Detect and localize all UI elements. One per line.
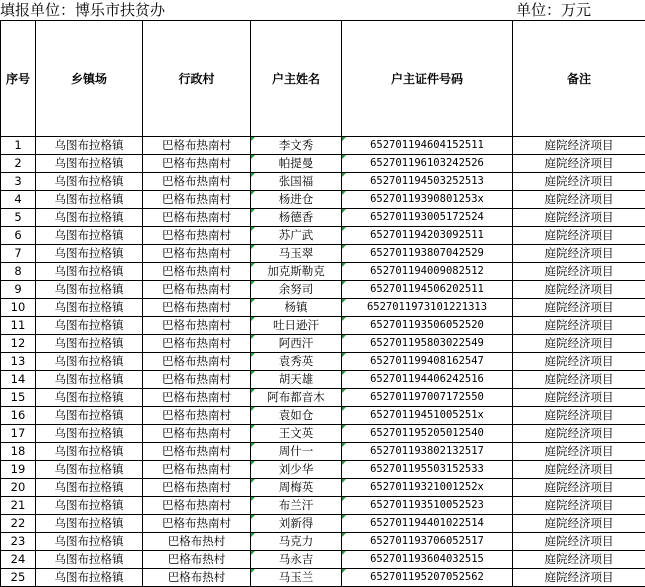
town-cell[interactable]: 乌图布拉格镇 [36,389,143,407]
column-header-id: 户主证件号码 [342,21,513,137]
village-cell[interactable]: 巴格布热村 [143,533,251,551]
town-cell[interactable]: 乌图布拉格镇 [36,191,143,209]
village-cell[interactable]: 巴格布热村 [143,569,251,587]
householder-name-cell[interactable]: 周什一 [251,443,342,461]
town-cell[interactable]: 乌图布拉格镇 [36,569,143,587]
row-number-cell[interactable]: 19 [1,461,36,479]
village-cell[interactable]: 巴格布热南村 [143,173,251,191]
id-number-cell[interactable]: 652701193506052520 [342,317,513,335]
id-number-cell[interactable]: 65270119451005251x [342,407,513,425]
town-cell[interactable]: 乌图布拉格镇 [36,443,143,461]
village-cell[interactable]: 巴格布热南村 [143,245,251,263]
table-row[interactable] [1,497,645,515]
row-number-cell[interactable]: 24 [1,551,36,569]
householder-name-cell[interactable]: 马永吉 [251,551,342,569]
note-cell[interactable]: 庭院经济项目 [513,425,645,443]
table-row[interactable] [1,479,645,497]
column-header-note: 备注 [513,21,645,137]
id-number-cell[interactable]: 652701194406242516 [342,371,513,389]
householder-name-cell[interactable]: 加克斯勒克 [251,263,342,281]
row-number-cell[interactable]: 3 [1,173,36,191]
village-cell[interactable]: 巴格布热南村 [143,155,251,173]
note-cell[interactable]: 庭院经济项目 [513,299,645,317]
table-row[interactable] [1,371,645,389]
householder-name-cell[interactable]: 帕提曼 [251,155,342,173]
householder-name-cell[interactable]: 杨进仓 [251,191,342,209]
town-cell[interactable]: 乌图布拉格镇 [36,551,143,569]
row-number-cell[interactable]: 10 [1,299,36,317]
row-number-cell[interactable]: 13 [1,353,36,371]
note-cell[interactable]: 庭院经济项目 [513,191,645,209]
table-row[interactable] [1,425,645,443]
village-cell[interactable]: 巴格布热南村 [143,515,251,533]
note-cell[interactable]: 庭院经济项目 [513,533,645,551]
table-header-row [1,21,645,137]
village-cell[interactable]: 巴格布热南村 [143,425,251,443]
id-number-cell[interactable]: 6527011973101221313 [342,299,513,317]
table-row[interactable] [1,137,645,155]
id-number-cell[interactable]: 652701194203092511 [342,227,513,245]
id-number-cell[interactable]: 652701195205012540 [342,425,513,443]
village-cell[interactable]: 巴格布热南村 [143,461,251,479]
village-cell[interactable]: 巴格布热南村 [143,191,251,209]
row-number-cell[interactable]: 9 [1,281,36,299]
table-row[interactable] [1,335,645,353]
town-cell[interactable]: 乌图布拉格镇 [36,173,143,191]
currency-unit: 单位：万元 [516,0,591,20]
row-number-cell[interactable]: 14 [1,371,36,389]
table-row[interactable] [1,155,645,173]
row-number-cell[interactable]: 8 [1,263,36,281]
note-cell[interactable]: 庭院经济项目 [513,137,645,155]
id-number-cell[interactable]: 652701193807042529 [342,245,513,263]
village-cell[interactable]: 巴格布热南村 [143,389,251,407]
note-cell[interactable]: 庭院经济项目 [513,497,645,515]
note-cell[interactable]: 庭院经济项目 [513,155,645,173]
id-number-cell[interactable]: 652701195207052562 [342,569,513,587]
householder-name-cell[interactable]: 马玉翠 [251,245,342,263]
town-cell[interactable]: 乌图布拉格镇 [36,263,143,281]
town-cell[interactable]: 乌图布拉格镇 [36,353,143,371]
note-cell[interactable]: 庭院经济项目 [513,317,645,335]
column-header-no: 序号 [1,21,36,137]
householder-name-cell[interactable]: 袁如仓 [251,407,342,425]
village-cell[interactable]: 巴格布热南村 [143,209,251,227]
village-cell[interactable]: 巴格布热南村 [143,317,251,335]
householder-name-cell[interactable]: 布兰汗 [251,497,342,515]
note-cell[interactable]: 庭院经济项目 [513,353,645,371]
householder-name-cell[interactable]: 阿布都音木 [251,389,342,407]
village-cell[interactable]: 巴格布热南村 [143,227,251,245]
id-number-cell[interactable]: 652701195803022549 [342,335,513,353]
town-cell[interactable]: 乌图布拉格镇 [36,137,143,155]
town-cell[interactable]: 乌图布拉格镇 [36,299,143,317]
table-row[interactable] [1,515,645,533]
table-row[interactable] [1,245,645,263]
householder-name-cell[interactable]: 苏广武 [251,227,342,245]
id-number-cell[interactable]: 652701194503252513 [342,173,513,191]
note-cell[interactable]: 庭院经济项目 [513,407,645,425]
village-cell[interactable]: 巴格布热南村 [143,335,251,353]
table-row[interactable] [1,317,645,335]
id-number-cell[interactable]: 652701197007172550 [342,389,513,407]
table-row[interactable] [1,191,645,209]
village-cell[interactable]: 巴格布热南村 [143,281,251,299]
town-cell[interactable]: 乌图布拉格镇 [36,533,143,551]
table-row[interactable] [1,263,645,281]
id-number-cell[interactable]: 652701193510052523 [342,497,513,515]
report-header [0,0,645,20]
row-number-cell[interactable]: 18 [1,443,36,461]
row-number-cell[interactable]: 25 [1,569,36,587]
row-number-cell[interactable]: 11 [1,317,36,335]
town-cell[interactable]: 乌图布拉格镇 [36,245,143,263]
id-number-cell[interactable]: 65270119321001252x [342,479,513,497]
note-cell[interactable]: 庭院经济项目 [513,371,645,389]
householder-name-cell[interactable]: 阿西汗 [251,335,342,353]
row-number-cell[interactable]: 15 [1,389,36,407]
householder-name-cell[interactable]: 余努司 [251,281,342,299]
householder-name-cell[interactable]: 刘新得 [251,515,342,533]
id-number-cell[interactable]: 652701195503152533 [342,461,513,479]
town-cell[interactable]: 乌图布拉格镇 [36,335,143,353]
beneficiary-table [0,20,645,587]
row-number-cell[interactable]: 17 [1,425,36,443]
village-cell[interactable]: 巴格布热南村 [143,371,251,389]
village-cell[interactable]: 巴格布热南村 [143,497,251,515]
town-cell[interactable]: 乌图布拉格镇 [36,497,143,515]
note-cell[interactable]: 庭院经济项目 [513,479,645,497]
id-number-cell[interactable]: 652701193706052517 [342,533,513,551]
householder-name-cell[interactable]: 吐日逊汗 [251,317,342,335]
town-cell[interactable]: 乌图布拉格镇 [36,227,143,245]
table-row[interactable] [1,551,645,569]
village-cell[interactable]: 巴格布热南村 [143,353,251,371]
row-number-cell[interactable]: 5 [1,209,36,227]
reporting-unit: 填报单位：博乐市扶贫办 [0,0,165,20]
village-cell[interactable]: 巴格布热南村 [143,137,251,155]
id-number-cell[interactable]: 652701194506202511 [342,281,513,299]
row-number-cell[interactable]: 2 [1,155,36,173]
id-number-cell[interactable]: 652701199408162547 [342,353,513,371]
table-row[interactable] [1,173,645,191]
id-number-cell[interactable]: 652701194401022514 [342,515,513,533]
village-cell[interactable]: 巴格布热南村 [143,263,251,281]
row-number-cell[interactable]: 6 [1,227,36,245]
village-cell[interactable]: 巴格布热南村 [143,479,251,497]
householder-name-cell[interactable]: 马玉兰 [251,569,342,587]
row-number-cell[interactable]: 16 [1,407,36,425]
village-cell[interactable]: 巴格布热南村 [143,443,251,461]
table-row[interactable] [1,389,645,407]
table-row[interactable] [1,227,645,245]
householder-name-cell[interactable]: 刘少华 [251,461,342,479]
householder-name-cell[interactable]: 马克力 [251,533,342,551]
table-row[interactable] [1,533,645,551]
village-cell[interactable]: 巴格布热南村 [143,299,251,317]
note-cell[interactable]: 庭院经济项目 [513,335,645,353]
id-number-cell[interactable]: 652701193604032515 [342,551,513,569]
town-cell[interactable]: 乌图布拉格镇 [36,209,143,227]
note-cell[interactable]: 庭院经济项目 [513,281,645,299]
table-row[interactable] [1,209,645,227]
householder-name-cell[interactable]: 杨镇 [251,299,342,317]
note-cell[interactable]: 庭院经济项目 [513,245,645,263]
table-row[interactable] [1,353,645,371]
id-number-cell[interactable]: 65270119390801253x [342,191,513,209]
row-number-cell[interactable]: 4 [1,191,36,209]
note-cell[interactable]: 庭院经济项目 [513,173,645,191]
town-cell[interactable]: 乌图布拉格镇 [36,479,143,497]
id-number-cell[interactable]: 652701193005172524 [342,209,513,227]
note-cell[interactable]: 庭院经济项目 [513,389,645,407]
town-cell[interactable]: 乌图布拉格镇 [36,281,143,299]
table-row[interactable] [1,407,645,425]
column-header-name: 户主姓名 [251,21,342,137]
table-row[interactable] [1,461,645,479]
table-row[interactable] [1,299,645,317]
town-cell[interactable]: 乌图布拉格镇 [36,407,143,425]
table-body [1,137,645,587]
householder-name-cell[interactable]: 杨德香 [251,209,342,227]
note-cell[interactable]: 庭院经济项目 [513,227,645,245]
table-row[interactable] [1,281,645,299]
note-cell[interactable]: 庭院经济项目 [513,551,645,569]
row-number-cell[interactable]: 7 [1,245,36,263]
householder-name-cell[interactable]: 胡天雄 [251,371,342,389]
row-number-cell[interactable]: 22 [1,515,36,533]
village-cell[interactable]: 巴格布热村 [143,551,251,569]
town-cell[interactable]: 乌图布拉格镇 [36,371,143,389]
id-number-cell[interactable]: 652701193802132517 [342,443,513,461]
id-number-cell[interactable]: 652701194009082512 [342,263,513,281]
row-number-cell[interactable]: 23 [1,533,36,551]
note-cell[interactable]: 庭院经济项目 [513,209,645,227]
table-row[interactable] [1,569,645,587]
row-number-cell[interactable]: 12 [1,335,36,353]
note-cell[interactable]: 庭院经济项目 [513,443,645,461]
householder-name-cell[interactable]: 王文英 [251,425,342,443]
column-header-village: 行政村 [143,21,251,137]
table-row[interactable] [1,443,645,461]
town-cell[interactable]: 乌图布拉格镇 [36,515,143,533]
householder-name-cell[interactable]: 周梅英 [251,479,342,497]
note-cell[interactable]: 庭院经济项目 [513,263,645,281]
id-number-cell[interactable]: 652701194604152511 [342,137,513,155]
id-number-cell[interactable]: 652701196103242526 [342,155,513,173]
row-number-cell[interactable]: 1 [1,137,36,155]
town-cell[interactable]: 乌图布拉格镇 [36,425,143,443]
householder-name-cell[interactable]: 张国福 [251,173,342,191]
town-cell[interactable]: 乌图布拉格镇 [36,317,143,335]
note-cell[interactable]: 庭院经济项目 [513,461,645,479]
town-cell[interactable]: 乌图布拉格镇 [36,155,143,173]
column-header-town: 乡镇场 [36,21,143,137]
householder-name-cell[interactable]: 袁秀英 [251,353,342,371]
row-number-cell[interactable]: 21 [1,497,36,515]
note-cell[interactable]: 庭院经济项目 [513,569,645,587]
village-cell[interactable]: 巴格布热南村 [143,407,251,425]
note-cell[interactable]: 庭院经济项目 [513,515,645,533]
householder-name-cell[interactable]: 李文秀 [251,137,342,155]
row-number-cell[interactable]: 20 [1,479,36,497]
town-cell[interactable]: 乌图布拉格镇 [36,461,143,479]
